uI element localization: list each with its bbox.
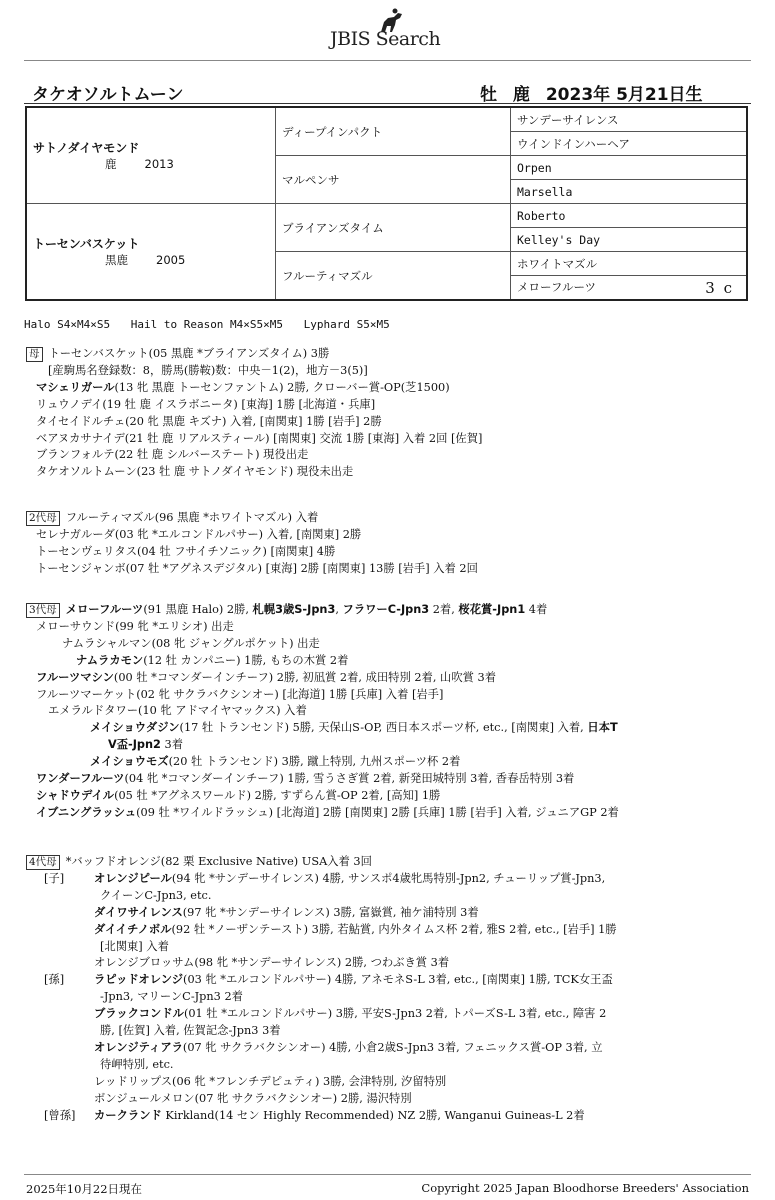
sire-color: 鹿 xyxy=(105,157,117,171)
third-dam-line xyxy=(26,653,755,670)
fourth-dam-line xyxy=(26,972,755,989)
placing: 4着 xyxy=(525,603,548,616)
offspring-detail: オレンジブロッサム(98 牝 *サンデーサイレンス) 2勝, つわぶき賞 3着 xyxy=(94,956,450,970)
third-dam-line xyxy=(26,788,755,805)
offspring-name[interactable]: ワンダーフルーツ xyxy=(36,772,125,786)
race-name: V盃-Jpn2 xyxy=(108,738,161,752)
dam-sire-sire[interactable]: Roberto xyxy=(511,204,748,228)
second-dam-header: フルーティマズル(96 黒鹿 *ホワイトマズル) 入着 xyxy=(65,511,319,524)
third-dam-detail: (91 黒鹿 Halo) 2勝, xyxy=(143,603,253,616)
dam-year: 2005 xyxy=(156,253,186,267)
sire-name[interactable]: サトノダイヤモンド xyxy=(33,141,140,155)
logo-text: JBIS Search xyxy=(330,28,441,50)
dam-offspring: タケオソルトムーン(23 牡 鹿 サトノダイヤモンド) 現役未出走 xyxy=(36,465,354,479)
relation-label: [曾孫] xyxy=(44,1108,76,1122)
offspring-name[interactable]: ラピッドオレンジ xyxy=(94,973,184,987)
relation-label: [子] xyxy=(44,871,65,885)
offspring-name[interactable]: シャドウデイル xyxy=(36,788,115,802)
race-name: 桜花賞-Jpn1 xyxy=(458,603,526,616)
third-dam-line: エメラルドタワー(10 牝 アドマイヤマックス) 入着 xyxy=(48,704,307,718)
sire-cell xyxy=(26,107,276,204)
dam-color: 黒鹿 xyxy=(105,253,128,267)
dam-dam-dam xyxy=(511,276,748,301)
offspring-detail: Kirkland(14 セン Highly Recommended) NZ 2勝, Wanganui Guineas-L 2着 xyxy=(161,1108,585,1122)
offspring-name[interactable]: メイショウダジン xyxy=(90,721,180,735)
offspring-name[interactable]: マシェリガール xyxy=(36,380,115,394)
horse-birth: 2023年 5月21日生 xyxy=(545,85,703,105)
offspring-detail: (07 牝 サクラバクシンオー) 4勝, 小倉2歳S-Jpn3 3着, フェニックス賞-OP 3着, 立 xyxy=(182,1040,603,1054)
header-divider xyxy=(24,60,751,61)
horse-name: タケオソルトムーン xyxy=(32,85,184,105)
offspring-name[interactable]: オレンジピール xyxy=(94,871,172,885)
race-name: 日本T xyxy=(587,721,618,735)
third-dam-line xyxy=(26,737,755,754)
fourth-dam-tag: 4代母 xyxy=(26,855,60,870)
third-dam-line xyxy=(26,771,755,788)
dam-sire[interactable]: ブライアンズタイム xyxy=(276,204,511,252)
offspring-name[interactable]: ダイワサイレンス xyxy=(94,905,183,919)
pedigree-table xyxy=(25,106,748,301)
offspring-detail: レッドリップス(06 牝 *フレンチデピュティ) 3勝, 会津特別, 汐留特別 xyxy=(94,1074,447,1088)
horse-sex: 牡 xyxy=(480,85,497,105)
name-divider xyxy=(24,103,751,104)
fourth-dam-line xyxy=(26,922,755,939)
fourth-dam-line xyxy=(26,1108,755,1125)
copyright: Copyright 2025 Japan Bloodhorse Breeders' Association xyxy=(421,1181,749,1195)
as-of-date: 2025年10月22日現在 xyxy=(26,1182,143,1196)
inbreeding-item: Hail to Reason M4×S5×M5 xyxy=(130,318,284,331)
jbis-search-logo[interactable] xyxy=(330,8,460,52)
dam-header: トーセンバスケット(05 黒鹿 *ブライアンズタイム) 3勝 xyxy=(48,347,330,360)
sire-sire-dam[interactable]: ウインドインハーヘア xyxy=(511,132,748,156)
placing: 3着 xyxy=(160,738,183,752)
second-dam-tag: 2代母 xyxy=(26,511,60,526)
dam-sire-dam[interactable]: Kelley's Day xyxy=(511,228,748,252)
dam-dam-dam-name[interactable]: メローフルーツ xyxy=(517,279,597,294)
offspring-detail: (20 牡 トランセンド) 3勝, 蹴上特別, 九州スポーツ杯 2着 xyxy=(168,755,461,769)
offspring-detail: (94 牝 *サンデーサイレンス) 4勝, サンスポ4歳牝馬特別-Jpn2, チューリップ賞-Jpn3, xyxy=(171,871,606,885)
third-dam-line: メローサウンド(99 牝 *エリシオ) 出走 xyxy=(36,619,234,633)
dam-dam-sire[interactable]: ホワイトマズル xyxy=(511,252,748,276)
offspring-name[interactable]: イブニングラッシュ xyxy=(36,805,137,819)
sire-sire[interactable]: ディープインパクト xyxy=(276,107,511,156)
separator: , xyxy=(335,603,343,616)
fourth-dam-line: [北関東] 入着 xyxy=(100,939,169,953)
dam-offspring: リュウノデイ(19 牡 鹿 イスラボニータ) [東海] 1勝 [北海道・兵庫] xyxy=(36,397,376,411)
offspring-name[interactable]: ナムラカモン xyxy=(76,653,144,667)
race-name: フラワーC-Jpn3 xyxy=(342,603,430,616)
dam-offspring: ブランフォルテ(22 牡 鹿 シルバーステート) 現役出走 xyxy=(36,448,309,462)
sire-dam[interactable]: マルペンサ xyxy=(276,156,511,204)
offspring-detail: (13 牝 黒鹿 トーセンファントム) 2勝, クローバー賞-OP(芝1500) xyxy=(114,380,450,394)
third-dam-line xyxy=(26,670,755,687)
third-dam-line xyxy=(26,720,755,737)
sire-detail xyxy=(33,156,269,172)
offspring-detail: (97 牝 *サンデーサイレンス) 3勝, 富嶽賞, 袖ケ浦特別 3着 xyxy=(182,905,479,919)
offspring-detail: (01 牡 *エルコンドルパサー) 3勝, 平安S-Jpn3 2着, トパーズS-L 3着, etc., 障害 2 xyxy=(183,1007,607,1021)
fourth-dam-line xyxy=(26,905,755,922)
dam-detail xyxy=(33,252,269,268)
horse-info xyxy=(480,80,713,105)
offspring-detail: (09 牡 *ワイルドラッシュ) [北海道] 2勝 [南関東] 2勝 [兵庫] 1勝 [岩手] 入着, ジュニアGP 2着 xyxy=(136,805,619,819)
offspring-name[interactable]: オレンジティアラ xyxy=(94,1040,183,1054)
third-dam-section xyxy=(26,602,755,822)
sire-sire-sire[interactable]: サンデーサイレンス xyxy=(511,107,748,132)
third-dam-line: ナムラシャルマン(08 牝 ジャングルポケット) 出走 xyxy=(62,636,320,650)
dam-section xyxy=(26,346,755,481)
fourth-dam-line xyxy=(26,1091,755,1108)
fourth-dam-section xyxy=(26,854,755,1125)
dam-name[interactable]: トーセンバスケット xyxy=(33,237,140,251)
third-dam-name[interactable]: メローフルーツ xyxy=(65,603,144,616)
horse-color: 鹿 xyxy=(512,85,530,105)
offspring-name[interactable]: ブラックコンドル xyxy=(94,1007,184,1021)
offspring-detail: (05 牡 *アグネスワールド) 2勝, すずらん賞-OP 2着, [高知] 1勝 xyxy=(114,788,441,802)
sire-dam-dam[interactable]: Marsella xyxy=(511,180,748,204)
third-dam-line: フルーツマーケット(02 牝 サクラバクシンオー) [北海道] 1勝 [兵庫] 入着 [岩手] xyxy=(36,687,444,701)
offspring-name[interactable]: ダイイチノボル xyxy=(94,922,172,936)
fourth-dam-line xyxy=(26,1040,755,1057)
dam-offspring: ベアヌカサナイデ(21 牡 鹿 リアルスティール) [南関東] 交流 1勝 [東海] 入着 2回 [佐賀] xyxy=(36,431,483,445)
offspring-detail: (92 牡 *ノーザンテースト) 3勝, 若鮎賞, 内外タイムス杯 2着, 雅S 2着, etc., [岩手] 1勝 xyxy=(171,922,617,936)
fourth-dam-line: クイーンC-Jpn3, etc. xyxy=(100,888,212,902)
placing: 2着, xyxy=(429,603,459,616)
third-dam-line xyxy=(26,754,755,771)
second-dam-section xyxy=(26,510,755,578)
race-name: 札幌3歳S-Jpn3 xyxy=(252,603,336,616)
fourth-dam-line: -Jpn3, マリーンC-Jpn3 2着 xyxy=(100,990,243,1004)
dam-dam[interactable]: フルーティマズル xyxy=(276,252,511,301)
fourth-dam-line xyxy=(26,1074,755,1091)
relation-label: [孫] xyxy=(44,973,65,987)
inbreeding-item: Lyphard S5×M5 xyxy=(303,318,390,331)
second-dam-offspring: トーセンジャンボ(07 牡 *アグネスデジタル) [東海] 2勝 [南関東] 13勝 [岩手] 入着 2回 xyxy=(36,561,478,575)
dam-cell xyxy=(26,204,276,301)
offspring-name[interactable]: メイショウモズ xyxy=(90,755,169,769)
fourth-dam-line xyxy=(26,955,755,972)
family-number: 3 c xyxy=(705,278,734,297)
third-dam-tag: 3代母 xyxy=(26,603,60,618)
fourth-dam-line xyxy=(26,1006,755,1023)
sire-dam-sire[interactable]: Orpen xyxy=(511,156,748,180)
offspring-detail: (12 牡 カンパニー) 1勝, もちの木賞 2着 xyxy=(143,653,349,667)
offspring-detail: (04 牝 *コマンダーインチーフ) 1勝, 雪うさぎ賞 2着, 新発田城特別 3着, 香春岳特別 3着 xyxy=(124,772,575,786)
offspring-detail: (00 牡 *コマンダーインチーフ) 2勝, 初凪賞 2着, 成田特別 2着, 山吹賞 3着 xyxy=(113,670,496,684)
third-dam-line xyxy=(26,805,755,822)
fourth-dam-line xyxy=(26,871,755,888)
offspring-detail: (03 牝 *エルコンドルパサー) 4勝, アネモネS-L 3着, etc., [南関東] 1勝, TCK女王盃 xyxy=(183,973,613,987)
dam-offspring: タイセイドルチェ(20 牝 黒鹿 キズナ) 入着, [南関東] 1勝 [岩手] 2勝 xyxy=(36,414,382,428)
inbreeding-line xyxy=(24,318,404,331)
offspring-detail: (17 牡 トランセンド) 5勝, 天保山S-OP, 西日本スポーツ杯, etc., [南関東] 入着, xyxy=(179,721,588,735)
inbreeding-item: Halo S4×M4×S5 xyxy=(24,318,111,331)
fourth-dam-line: 勝, [佐賀] 入着, 佐賀記念-Jpn3 3着 xyxy=(100,1024,281,1038)
sire-year: 2013 xyxy=(144,157,174,171)
dam-offspring xyxy=(26,380,755,397)
second-dam-offspring: トーセンヴェリタス(04 牡 フサイチソニック) [南関東] 4勝 xyxy=(36,544,336,558)
second-dam-offspring: セレナガルーダ(03 牝 *エルコンドルパサー) 入着, [南関東] 2勝 xyxy=(36,527,362,541)
footer-divider xyxy=(24,1174,751,1175)
dam-record: [産駒馬名登録数：8，勝馬(勝鞍)数：中央－1(2)，地方－3(5)] xyxy=(48,363,368,377)
offspring-name[interactable]: カークランド xyxy=(94,1108,162,1122)
offspring-name[interactable]: フルーツマシン xyxy=(36,670,114,684)
dam-tag: 母 xyxy=(26,347,43,362)
fourth-dam-header: *バッフドオレンジ(82 栗 Exclusive Native) USA入着 3回 xyxy=(65,855,372,868)
offspring-detail: ボンジュールメロン(07 牝 サクラバクシンオー) 2勝, 湯沢特別 xyxy=(94,1091,412,1105)
fourth-dam-line: 待岬特別, etc. xyxy=(100,1057,174,1071)
